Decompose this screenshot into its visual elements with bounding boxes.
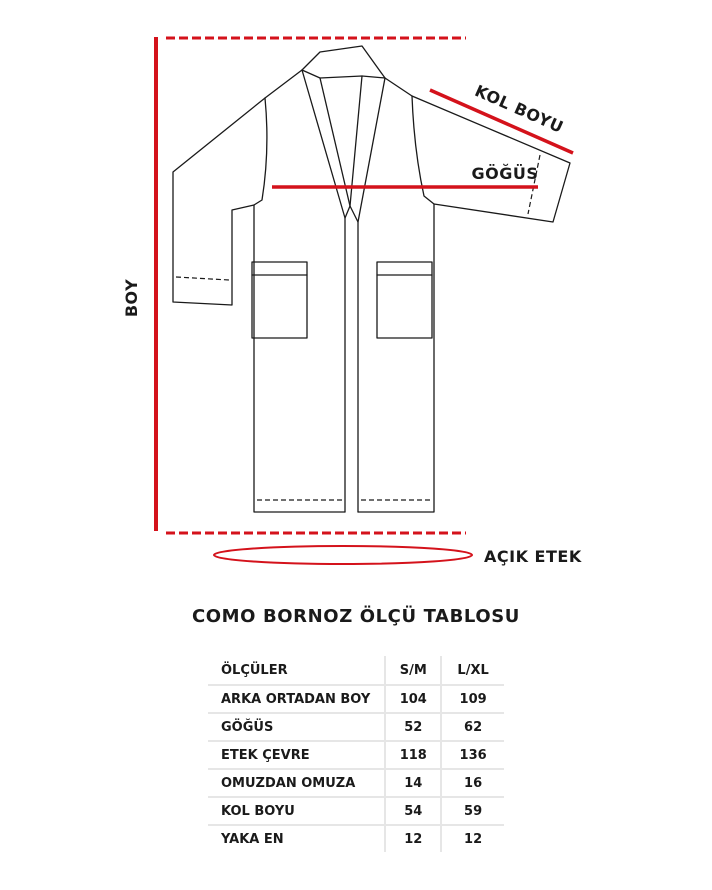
table-row	[208, 769, 504, 797]
table-row	[208, 685, 504, 713]
size-table	[208, 656, 504, 852]
row-value-lxl: 59	[441, 797, 504, 825]
boy-label: BOY	[122, 278, 141, 318]
row-measurement-name: ETEK ÇEVRE	[208, 741, 385, 769]
row-value-lxl: 12	[464, 831, 483, 847]
row-value-lxl: 136	[441, 741, 504, 769]
column-header-lxl: L/XL	[441, 656, 504, 685]
row-value-lxl: 16	[441, 769, 504, 797]
measurement-marks	[156, 37, 573, 564]
row-measurement-name: YAKA EN	[208, 825, 385, 852]
acik-etek-label: AÇIK ETEK	[484, 547, 582, 566]
row-measurement-name: ARKA ORTADAN BOY	[208, 685, 385, 713]
table-row	[208, 825, 504, 852]
column-header-measurement: ÖLÇÜLER	[208, 656, 385, 685]
table-row	[208, 713, 504, 741]
row-value-sm: 54	[385, 797, 441, 825]
row-measurement-name: OMUZDAN OMUZA	[208, 769, 385, 797]
kol-boyu-label: KOL BOYU	[472, 81, 567, 137]
table-row	[208, 741, 504, 769]
row-value-sm: 118	[385, 741, 441, 769]
robe-outline	[173, 46, 570, 512]
size-chart-title: COMO BORNOZ ÖLÇÜ TABLOSU	[191, 606, 521, 627]
row-measurement-name: GÖĞÜS	[208, 713, 385, 741]
acik-etek-ellipse	[214, 546, 472, 564]
row-value-sm: 12	[385, 825, 441, 852]
row-value-sm: 52	[385, 713, 441, 741]
row-measurement-name: KOL BOYU	[208, 797, 385, 825]
table-row	[208, 797, 504, 825]
row-value-sm: 14	[385, 769, 441, 797]
row-value-sm: 104	[385, 685, 441, 713]
row-value-lxl: 109	[441, 685, 504, 713]
table-header-row	[208, 656, 504, 685]
gogus-label: GÖĞÜS	[471, 164, 539, 183]
row-value-lxl: 62	[441, 713, 504, 741]
column-header-sm: S/M	[385, 656, 441, 685]
